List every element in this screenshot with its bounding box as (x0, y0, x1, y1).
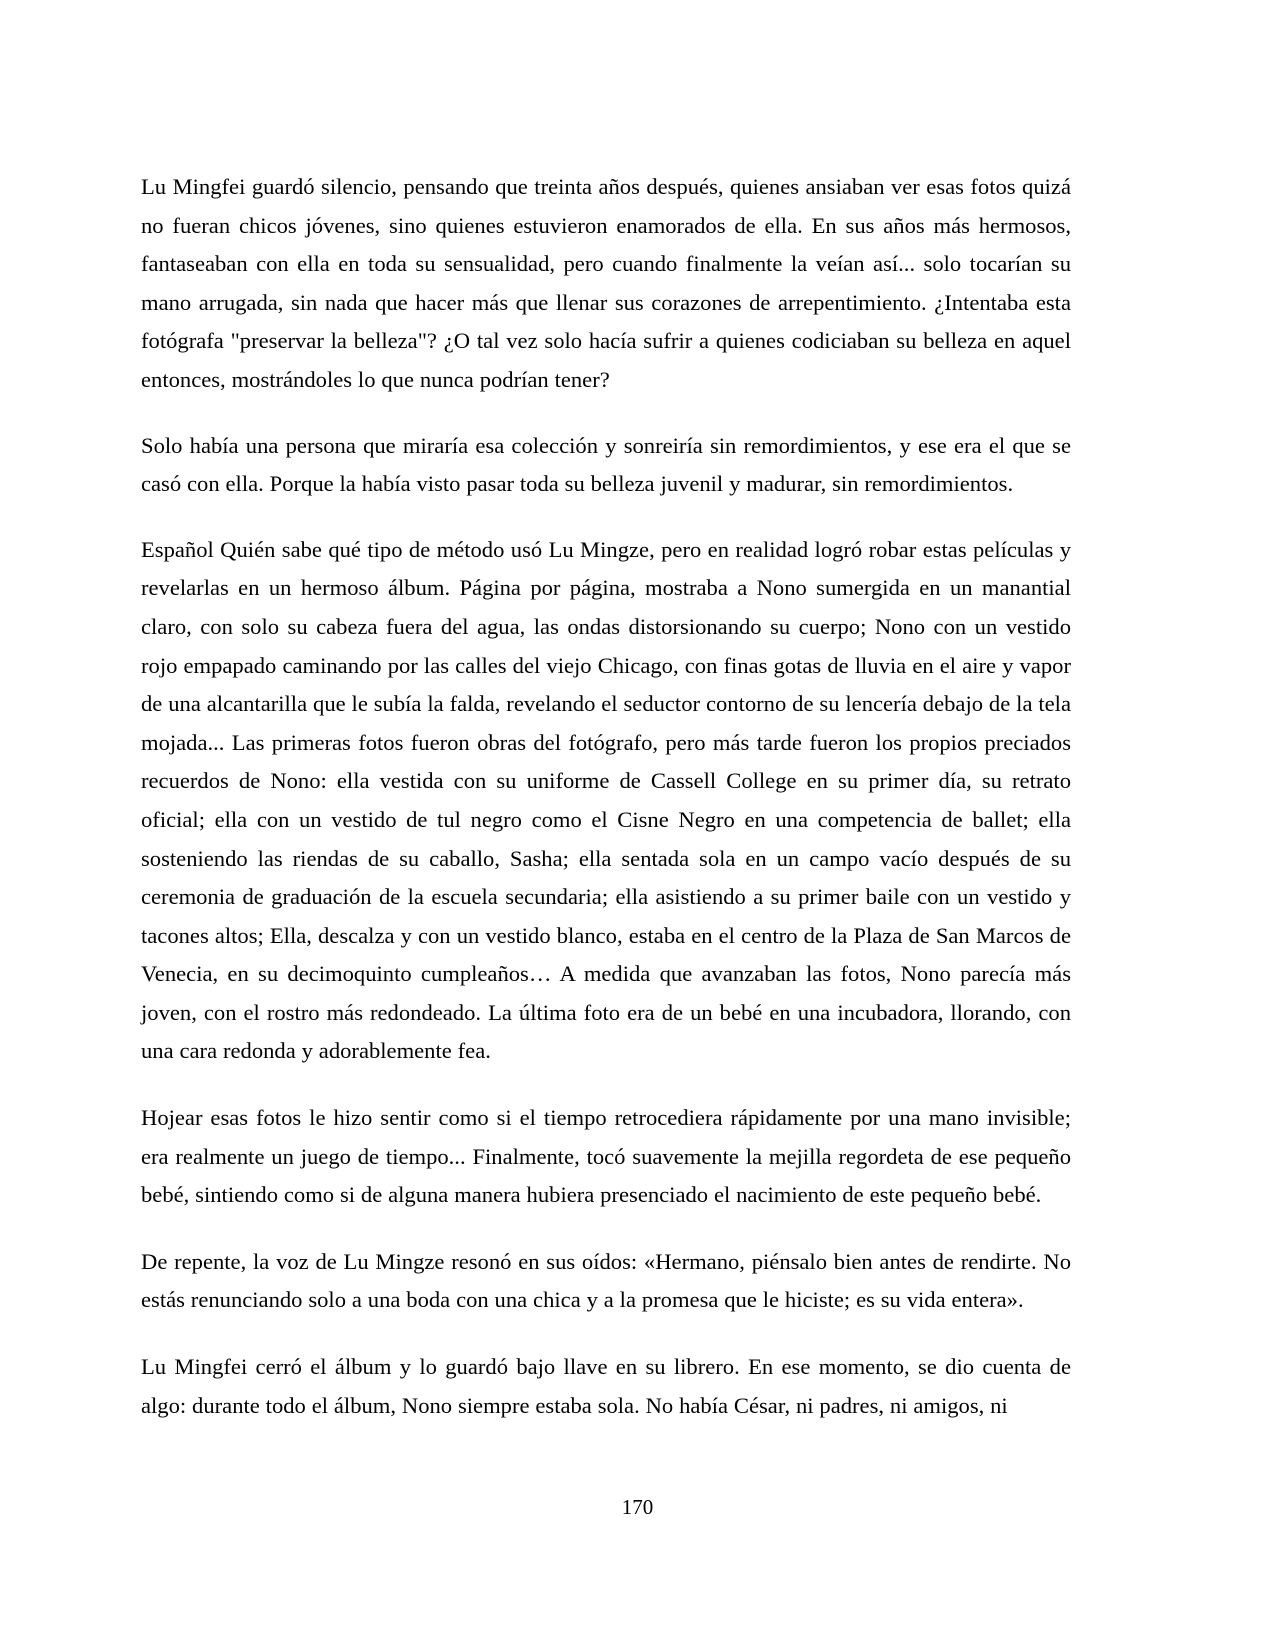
body-paragraph-3: Español Quién sabe qué tipo de método usó Lu Mingze, pero en realidad logró robar estas películas y revelarlas en un hermoso álbum. Página por página, mostraba a Nono sumergida en un manantial claro, con solo su cabeza fuera del agua, las ondas distorsionando su cuerpo; Nono con un vestido rojo empapado caminando por las calles del viejo Chicago, con finas gotas de lluvia en el aire y vapor de una alcantarilla que le subía la falda, revelando el seductor contorno de su lencería debajo de la tela mojada... Las primeras fotos fueron obras del fotógrafo, pero más tarde fueron los propios preciados recuerdos de Nono: ella vestida con su uniforme de Cassell College en su primer día, su retrato oficial; ella con un vestido de tul negro como el Cisne Negro en una competencia de ballet; ella sosteniendo las riendas de su caballo, Sasha; ella sentada sola en un campo vacío después de su ceremonia de graduación de la escuela secundaria; ella asistiendo a su primer baile con un vestido y tacones altos; Ella, descalza y con un vestido blanco, estaba en el centro de la Plaza de San Marcos de Venecia, en su decimoquinto cumpleaños… A medida que avanzaban las fotos, Nono parecía más joven, con el rostro más redondeado. La última foto era de un bebé en una incubadora, llorando, con una cara redonda y adorablemente fea. (141, 536, 1071, 1064)
body-paragraph-6: Lu Mingfei cerró el álbum y lo guardó bajo llave en su librero. En ese momento, se dio cuenta de algo: durante todo el álbum, Nono siempre estaba sola. No había César, ni padres, ni amigos, ni (141, 1354, 1071, 1418)
body-paragraph-4: Hojear esas fotos le hizo sentir como si el tiempo retrocediera rápidamente por una mano invisible; era realmente un juego de tiempo... Finalmente, tocó suavemente la mejilla regordeta de ese pequeño bebé, sintiendo como si de alguna manera hubiera presenciado el nacimiento de este pequeño bebé. (141, 1105, 1071, 1208)
page-number: 170 (621, 1495, 654, 1519)
body-paragraph-2: Solo había una persona que miraría esa colección y sonreiría sin remordimientos, y ese era el que se casó con ella. Porque la había visto pasar toda su belleza juvenil y madurar, sin remordimientos. (141, 432, 1071, 497)
body-paragraph-5: De repente, la voz de Lu Mingze resonó en sus oídos: «Hermano, piénsalo bien antes de rendirte. No estás renunciando solo a una boda con una chica y a la promesa que le hiciste; es su vida entera». (141, 1248, 1071, 1313)
page-body-text (141, 168, 1071, 1425)
body-paragraph-1: Lu Mingfei guardó silencio, pensando que treinta años después, quienes ansiaban ver esas fotos quizá no fueran chicos jóvenes, sino quienes estuvieron enamorados de ella. En sus años más hermosos, fantaseaban con ella en toda su sensualidad, pero cuando finalmente la veían así... solo tocarían su mano arrugada, sin nada que hacer más que llenar sus corazones de arrepentimiento. ¿Intentaba esta fotógrafa "preservar la belleza"? ¿O tal vez solo hacía sufrir a quienes codiciaban su belleza en aquel entonces, mostrándoles lo que nunca podrían tener? (141, 174, 1071, 392)
